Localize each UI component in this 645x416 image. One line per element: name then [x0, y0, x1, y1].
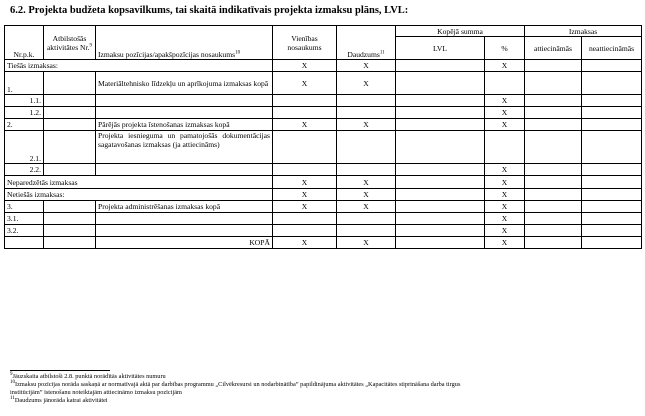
cell-unit: [273, 164, 337, 176]
header-total: Kopējā summa: [396, 26, 525, 37]
cell-eligible: [525, 225, 582, 237]
cell-unit: X: [273, 237, 337, 249]
cell-name: Projekta iesnieguma un pamatojošās dokumentācijas sagatavošanas izmaksas (ja attiecināms): [96, 131, 273, 164]
header-eligible: attiecināmās: [525, 37, 582, 60]
table-row: [5, 189, 642, 201]
cell-qty: [337, 213, 396, 225]
cell-ineligible: [582, 237, 642, 249]
cell-eligible: [525, 201, 582, 213]
cell-ineligible: [582, 225, 642, 237]
header-costs: Izmaksas: [525, 26, 642, 37]
cell-pct: [485, 131, 525, 164]
cell-unit: [273, 107, 337, 119]
cell-nr: 3.: [5, 201, 44, 213]
cell-pct: X: [485, 60, 525, 72]
cell-qty: [337, 225, 396, 237]
cell-pct: X: [485, 213, 525, 225]
cell-qty: [337, 131, 396, 164]
cell-activity: [44, 164, 96, 176]
cell-lvl: [396, 189, 485, 201]
table-row: [5, 72, 642, 95]
cell-ineligible: [582, 189, 642, 201]
cell-pct: [485, 72, 525, 95]
cell-pct: X: [485, 95, 525, 107]
table-row: [5, 95, 642, 107]
header-pct: %: [485, 37, 525, 60]
section-title: 6.2. Projekta budžeta kopsavilkums, tai skaitā indikatīvais projekta izmaksu plāns, LVL:: [10, 5, 409, 16]
cell-pct: X: [485, 225, 525, 237]
cell-unit: [273, 225, 337, 237]
cell-eligible: [525, 176, 582, 189]
cell-unit: X: [273, 60, 337, 72]
cell-activity: [44, 213, 96, 225]
footnote-9: $^9$Jāuzskaita atbilstoši 2.8. punktā norādītās aktivitātes numuru: [10, 371, 166, 380]
cell-eligible: [525, 60, 582, 72]
cell-ineligible: [582, 201, 642, 213]
header-nrpk: Nr.p.k.: [5, 26, 44, 60]
cell-name: [96, 213, 273, 225]
cell-qty: [337, 107, 396, 119]
cell-unit: X: [273, 201, 337, 213]
cell-activity: [44, 107, 96, 119]
cell-unit: X: [273, 189, 337, 201]
cell-activity: [44, 201, 96, 213]
cell-ineligible: [582, 95, 642, 107]
cell-pct: X: [485, 164, 525, 176]
cell-ineligible: [582, 176, 642, 189]
table-row: [5, 60, 642, 72]
cell-nr: 3.1.: [5, 213, 44, 225]
table-row: [5, 164, 642, 176]
footnote-10: $^{10}$Izmaksu pozīcijas norāda saskaņā ar normatīvajā aktā par darbības programmu „Cilvēkresursi un nodarbinātība” papildinājuma aktivitātes „Kapacitātes stiprināšana darba tirgus: [10, 379, 461, 388]
cell-pct: X: [485, 201, 525, 213]
cell-ineligible: [582, 131, 642, 164]
cell-ineligible: [582, 107, 642, 119]
cell-name: KOPĀ: [96, 237, 273, 249]
footnote-11: $^{11}$Daudzums jānorāda katrai aktivitātei: [10, 395, 108, 404]
cell-activity: [44, 95, 96, 107]
cell-nr: [5, 237, 44, 249]
cell-ineligible: [582, 60, 642, 72]
cell-qty: X: [337, 60, 396, 72]
cell-pct: X: [485, 237, 525, 249]
cell-nr: 2.1.: [5, 131, 44, 164]
cell-name: [96, 107, 273, 119]
cell-activity: [44, 72, 96, 95]
cell-unit: X: [273, 119, 337, 131]
cell-lvl: [396, 201, 485, 213]
cell-pct: X: [485, 119, 525, 131]
cell-lvl: [396, 107, 485, 119]
cell-qty: X: [337, 176, 396, 189]
cell-eligible: [525, 131, 582, 164]
row-label: Netiešās izmaksas:: [5, 189, 273, 201]
cell-lvl: [396, 225, 485, 237]
header-lvl: LVL: [396, 37, 485, 60]
table-row-total: [5, 237, 642, 249]
cell-eligible: [525, 107, 582, 119]
footnote-10-cont: institūcijām” īstenošanu noteiktajām attiecināmo izmaksu pozīcijām: [10, 389, 182, 396]
cell-name: Materiāltehnisko līdzekļu un aprīkojuma izmaksas kopā: [96, 72, 273, 95]
row-label: Tiešās izmaksas:: [5, 60, 273, 72]
table-row: [5, 213, 642, 225]
header-activities: Atbilstošās aktivitātes Nr.$^9$: [44, 26, 96, 60]
cell-unit: [273, 95, 337, 107]
cell-eligible: [525, 119, 582, 131]
cell-pct: X: [485, 176, 525, 189]
cell-lvl: [396, 119, 485, 131]
cell-qty: X: [337, 119, 396, 131]
cell-lvl: [396, 164, 485, 176]
cell-lvl: [396, 237, 485, 249]
table-row: [5, 201, 642, 213]
cell-qty: [337, 164, 396, 176]
footnote-separator: [10, 370, 110, 371]
cell-qty: X: [337, 237, 396, 249]
table-row: [5, 131, 642, 164]
header-positions: Izmaksu pozīcijas/apakšpozīcijas nosaukums$^{10}$: [96, 26, 273, 60]
cell-ineligible: [582, 72, 642, 95]
cell-qty: X: [337, 201, 396, 213]
header-ineligible: neattiecināmās: [582, 37, 642, 60]
cell-activity: [44, 131, 96, 164]
cell-qty: [337, 95, 396, 107]
cell-eligible: [525, 164, 582, 176]
cell-lvl: [396, 60, 485, 72]
table-row: [5, 225, 642, 237]
table-row: [5, 107, 642, 119]
header-quantity: Daudzums$^{11}$: [337, 26, 396, 60]
cell-activity: [44, 237, 96, 249]
cell-nr: 1.: [5, 72, 44, 95]
cell-lvl: [396, 176, 485, 189]
cell-nr: 1.2.: [5, 107, 44, 119]
cell-unit: [273, 131, 337, 164]
cell-unit: X: [273, 176, 337, 189]
cell-lvl: [396, 95, 485, 107]
cell-qty: X: [337, 72, 396, 95]
cell-lvl: [396, 131, 485, 164]
table-row: [5, 176, 642, 189]
cell-ineligible: [582, 164, 642, 176]
cell-nr: 3.2.: [5, 225, 44, 237]
cell-name: [96, 95, 273, 107]
cell-name: Projekta administrēšanas izmaksas kopā: [96, 201, 273, 213]
budget-table: [4, 25, 642, 249]
cell-eligible: [525, 213, 582, 225]
cell-lvl: [396, 72, 485, 95]
header-row: [5, 26, 642, 37]
cell-eligible: [525, 72, 582, 95]
cell-name: [96, 225, 273, 237]
row-label: Neparedzētās izmaksas: [5, 176, 273, 189]
cell-name: [96, 164, 273, 176]
cell-pct: X: [485, 107, 525, 119]
cell-unit: [273, 213, 337, 225]
table-row: [5, 119, 642, 131]
cell-eligible: [525, 95, 582, 107]
cell-pct: X: [485, 189, 525, 201]
cell-lvl: [396, 213, 485, 225]
cell-name: Pārējās projekta īstenošanas izmaksas kopā: [96, 119, 273, 131]
header-units: Vienības nosaukums: [273, 26, 337, 60]
cell-nr: 2.2.: [5, 164, 44, 176]
cell-qty: X: [337, 189, 396, 201]
cell-unit: X: [273, 72, 337, 95]
cell-nr: 2.: [5, 119, 44, 131]
cell-activity: [44, 119, 96, 131]
cell-nr: 1.1.: [5, 95, 44, 107]
cell-ineligible: [582, 119, 642, 131]
cell-activity: [44, 225, 96, 237]
cell-ineligible: [582, 213, 642, 225]
cell-eligible: [525, 237, 582, 249]
cell-eligible: [525, 189, 582, 201]
